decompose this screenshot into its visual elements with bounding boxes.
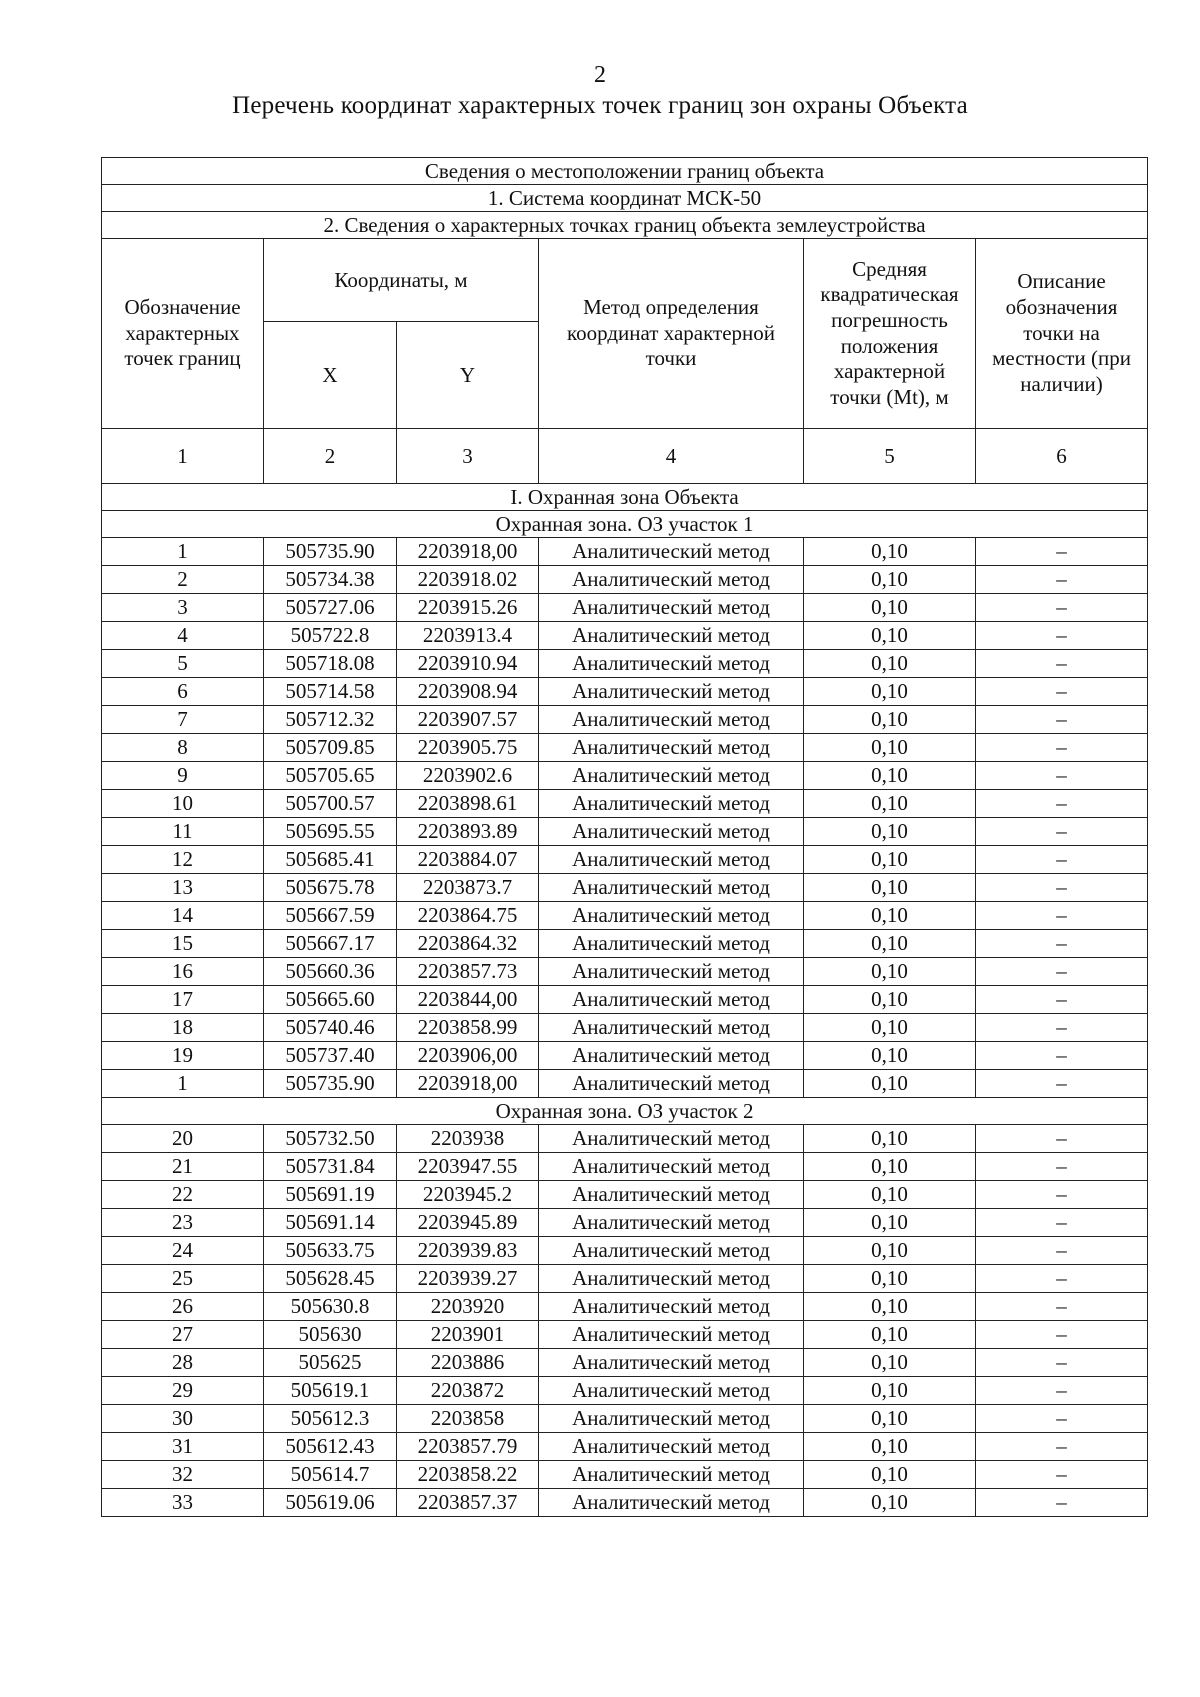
method-cell: Аналитический метод: [539, 706, 804, 734]
table-row: [102, 1265, 1148, 1293]
y-coordinate-cell: 2203908.94: [397, 678, 539, 706]
page-title: Перечень координат характерных точек границ зон охраны Объекта: [232, 92, 968, 119]
method-cell: Аналитический метод: [539, 678, 804, 706]
y-coordinate-cell: 2203910.94: [397, 650, 539, 678]
x-coordinate-cell: 505695.55: [264, 818, 397, 846]
column-number: 3: [397, 429, 539, 484]
coordinates-table: [101, 157, 1148, 1517]
point-id-cell: 29: [102, 1377, 264, 1405]
x-coordinate-cell: 505712.32: [264, 706, 397, 734]
method-cell: Аналитический метод: [539, 1349, 804, 1377]
y-coordinate-cell: 2203893.89: [397, 818, 539, 846]
point-id-cell: 28: [102, 1349, 264, 1377]
table-row: [102, 734, 1148, 762]
y-coordinate-cell: 2203884.07: [397, 846, 539, 874]
description-cell: –: [976, 1209, 1148, 1237]
method-cell: Аналитический метод: [539, 1042, 804, 1070]
x-coordinate-cell: 505735.90: [264, 1070, 397, 1098]
x-coordinate-cell: 505628.45: [264, 1265, 397, 1293]
table-row: [102, 1209, 1148, 1237]
y-coordinate-cell: 2203918.02: [397, 566, 539, 594]
y-coordinate-cell: 2203947.55: [397, 1153, 539, 1181]
table-row: [102, 874, 1148, 902]
description-cell: –: [976, 1293, 1148, 1321]
description-cell: –: [976, 1125, 1148, 1153]
description-cell: –: [976, 706, 1148, 734]
error-cell: 0,10: [804, 846, 976, 874]
point-id-cell: 32: [102, 1461, 264, 1489]
x-coordinate-cell: 505737.40: [264, 1042, 397, 1070]
y-coordinate-cell: 2203918,00: [397, 1070, 539, 1098]
point-id-cell: 2: [102, 566, 264, 594]
description-cell: –: [976, 1461, 1148, 1489]
x-coordinate-cell: 505614.7: [264, 1461, 397, 1489]
method-cell: Аналитический метод: [539, 650, 804, 678]
error-cell: 0,10: [804, 594, 976, 622]
method-cell: Аналитический метод: [539, 818, 804, 846]
description-cell: –: [976, 986, 1148, 1014]
table-row: [102, 1042, 1148, 1070]
point-id-cell: 20: [102, 1125, 264, 1153]
table-row: [102, 1489, 1148, 1517]
error-cell: 0,10: [804, 986, 976, 1014]
point-id-cell: 21: [102, 1153, 264, 1181]
page-number: 2: [594, 62, 606, 88]
method-cell: Аналитический метод: [539, 790, 804, 818]
method-cell: Аналитический метод: [539, 986, 804, 1014]
y-coordinate-cell: 2203857.37: [397, 1489, 539, 1517]
y-coordinate-cell: 2203858.22: [397, 1461, 539, 1489]
method-cell: Аналитический метод: [539, 538, 804, 566]
error-cell: 0,10: [804, 538, 976, 566]
zone-title: I. Охранная зона Объекта: [102, 484, 1148, 511]
x-coordinate-cell: 505612.3: [264, 1405, 397, 1433]
x-coordinate-cell: 505705.65: [264, 762, 397, 790]
method-cell: Аналитический метод: [539, 734, 804, 762]
x-coordinate-cell: 505691.14: [264, 1209, 397, 1237]
column-number: 6: [976, 429, 1148, 484]
description-cell: –: [976, 1405, 1148, 1433]
point-id-cell: 3: [102, 594, 264, 622]
error-column-header: Средняя квадратическая погрешность положения характерной точки (Mt), м: [804, 239, 976, 429]
point-id-cell: 7: [102, 706, 264, 734]
error-cell: 0,10: [804, 902, 976, 930]
error-cell: 0,10: [804, 1405, 976, 1433]
column-number: 5: [804, 429, 976, 484]
error-cell: 0,10: [804, 1349, 976, 1377]
description-cell: –: [976, 650, 1148, 678]
x-coordinate-cell: 505727.06: [264, 594, 397, 622]
x-coordinate-cell: 505625: [264, 1349, 397, 1377]
table-row: [102, 678, 1148, 706]
table-row: [102, 1181, 1148, 1209]
x-coordinate-cell: 505630.8: [264, 1293, 397, 1321]
error-cell: 0,10: [804, 874, 976, 902]
table-row: [102, 930, 1148, 958]
table-row: [102, 1014, 1148, 1042]
description-cell: –: [976, 1070, 1148, 1098]
table-row: [102, 1377, 1148, 1405]
x-coordinate-cell: 505722.8: [264, 622, 397, 650]
point-id-cell: 30: [102, 1405, 264, 1433]
y-column-header: Y: [397, 322, 539, 429]
error-cell: 0,10: [804, 566, 976, 594]
method-cell: Аналитический метод: [539, 1070, 804, 1098]
x-coordinate-cell: 505718.08: [264, 650, 397, 678]
error-cell: 0,10: [804, 1265, 976, 1293]
table-row: [102, 986, 1148, 1014]
description-cell: –: [976, 538, 1148, 566]
point-id-cell: 1: [102, 1070, 264, 1098]
description-cell: –: [976, 846, 1148, 874]
y-coordinate-cell: 2203864.32: [397, 930, 539, 958]
error-cell: 0,10: [804, 1042, 976, 1070]
section-title: Охранная зона. ОЗ участок 1: [102, 511, 1148, 538]
point-id-cell: 11: [102, 818, 264, 846]
y-coordinate-cell: 2203918,00: [397, 538, 539, 566]
x-coordinate-cell: 505732.50: [264, 1125, 397, 1153]
column-number: 1: [102, 429, 264, 484]
point-id-cell: 8: [102, 734, 264, 762]
table-row: [102, 1070, 1148, 1098]
x-coordinate-cell: 505691.19: [264, 1181, 397, 1209]
description-cell: –: [976, 874, 1148, 902]
y-coordinate-cell: 2203945.2: [397, 1181, 539, 1209]
error-cell: 0,10: [804, 958, 976, 986]
y-coordinate-cell: 2203907.57: [397, 706, 539, 734]
x-coordinate-cell: 505675.78: [264, 874, 397, 902]
error-cell: 0,10: [804, 1181, 976, 1209]
method-cell: Аналитический метод: [539, 1181, 804, 1209]
table-row: [102, 594, 1148, 622]
y-coordinate-cell: 2203938: [397, 1125, 539, 1153]
x-coordinate-cell: 505660.36: [264, 958, 397, 986]
error-cell: 0,10: [804, 1125, 976, 1153]
description-column-header: Описание обозначения точки на местности (при наличии): [976, 239, 1148, 429]
table-row: [102, 1153, 1148, 1181]
method-cell: Аналитический метод: [539, 1461, 804, 1489]
method-column-header: Метод определения координат характерной точки: [539, 239, 804, 429]
method-cell: Аналитический метод: [539, 1293, 804, 1321]
y-coordinate-cell: 2203873.7: [397, 874, 539, 902]
table-row: [102, 1321, 1148, 1349]
description-cell: –: [976, 1433, 1148, 1461]
method-cell: Аналитический метод: [539, 1433, 804, 1461]
x-coordinate-cell: 505740.46: [264, 1014, 397, 1042]
method-cell: Аналитический метод: [539, 1489, 804, 1517]
method-cell: Аналитический метод: [539, 1377, 804, 1405]
point-id-cell: 19: [102, 1042, 264, 1070]
x-column-header: X: [264, 322, 397, 429]
point-id-cell: 22: [102, 1181, 264, 1209]
table-row: [102, 566, 1148, 594]
error-cell: 0,10: [804, 1433, 976, 1461]
point-id-cell: 17: [102, 986, 264, 1014]
x-coordinate-cell: 505685.41: [264, 846, 397, 874]
x-coordinate-cell: 505667.59: [264, 902, 397, 930]
coordinates-column-header: Координаты, м: [264, 239, 539, 322]
table-row: [102, 1461, 1148, 1489]
y-coordinate-cell: 2203915.26: [397, 594, 539, 622]
method-cell: Аналитический метод: [539, 1153, 804, 1181]
y-coordinate-cell: 2203858: [397, 1405, 539, 1433]
point-id-cell: 13: [102, 874, 264, 902]
point-id-cell: 10: [102, 790, 264, 818]
y-coordinate-cell: 2203901: [397, 1321, 539, 1349]
point-id-cell: 18: [102, 1014, 264, 1042]
y-coordinate-cell: 2203886: [397, 1349, 539, 1377]
method-cell: Аналитический метод: [539, 1209, 804, 1237]
method-cell: Аналитический метод: [539, 958, 804, 986]
error-cell: 0,10: [804, 1153, 976, 1181]
y-coordinate-cell: 2203844,00: [397, 986, 539, 1014]
point-id-cell: 14: [102, 902, 264, 930]
description-cell: –: [976, 734, 1148, 762]
error-cell: 0,10: [804, 1461, 976, 1489]
description-cell: –: [976, 1181, 1148, 1209]
y-coordinate-cell: 2203913.4: [397, 622, 539, 650]
description-cell: –: [976, 930, 1148, 958]
point-id-cell: 4: [102, 622, 264, 650]
error-cell: 0,10: [804, 1070, 976, 1098]
error-cell: 0,10: [804, 1321, 976, 1349]
description-cell: –: [976, 790, 1148, 818]
table-row: [102, 1433, 1148, 1461]
designation-column-header: Обозначение характерных точек границ: [102, 239, 264, 429]
description-cell: –: [976, 594, 1148, 622]
point-id-cell: 31: [102, 1433, 264, 1461]
point-id-cell: 16: [102, 958, 264, 986]
method-cell: Аналитический метод: [539, 1265, 804, 1293]
description-cell: –: [976, 1265, 1148, 1293]
method-cell: Аналитический метод: [539, 874, 804, 902]
method-cell: Аналитический метод: [539, 1321, 804, 1349]
table-row: [102, 1125, 1148, 1153]
y-coordinate-cell: 2203898.61: [397, 790, 539, 818]
y-coordinate-cell: 2203872: [397, 1377, 539, 1405]
description-cell: –: [976, 1377, 1148, 1405]
x-coordinate-cell: 505633.75: [264, 1237, 397, 1265]
point-id-cell: 27: [102, 1321, 264, 1349]
y-coordinate-cell: 2203902.6: [397, 762, 539, 790]
section-title: Охранная зона. ОЗ участок 2: [102, 1098, 1148, 1125]
error-cell: 0,10: [804, 1489, 976, 1517]
description-cell: –: [976, 1153, 1148, 1181]
error-cell: 0,10: [804, 930, 976, 958]
x-coordinate-cell: 505612.43: [264, 1433, 397, 1461]
error-cell: 0,10: [804, 790, 976, 818]
table-row: [102, 790, 1148, 818]
point-id-cell: 24: [102, 1237, 264, 1265]
error-cell: 0,10: [804, 734, 976, 762]
point-id-cell: 15: [102, 930, 264, 958]
description-cell: –: [976, 1014, 1148, 1042]
x-coordinate-cell: 505619.1: [264, 1377, 397, 1405]
column-number: 2: [264, 429, 397, 484]
error-cell: 0,10: [804, 706, 976, 734]
method-cell: Аналитический метод: [539, 1405, 804, 1433]
method-cell: Аналитический метод: [539, 846, 804, 874]
method-cell: Аналитический метод: [539, 930, 804, 958]
method-cell: Аналитический метод: [539, 1237, 804, 1265]
point-id-cell: 25: [102, 1265, 264, 1293]
method-cell: Аналитический метод: [539, 1125, 804, 1153]
table-row: [102, 706, 1148, 734]
table-row: [102, 902, 1148, 930]
point-id-cell: 9: [102, 762, 264, 790]
y-coordinate-cell: 2203920: [397, 1293, 539, 1321]
table-row: [102, 650, 1148, 678]
table-row: [102, 1349, 1148, 1377]
x-coordinate-cell: 505734.38: [264, 566, 397, 594]
error-cell: 0,10: [804, 650, 976, 678]
error-cell: 0,10: [804, 818, 976, 846]
description-cell: –: [976, 1489, 1148, 1517]
error-cell: 0,10: [804, 1293, 976, 1321]
method-cell: Аналитический метод: [539, 762, 804, 790]
point-id-cell: 23: [102, 1209, 264, 1237]
point-id-cell: 6: [102, 678, 264, 706]
x-coordinate-cell: 505619.06: [264, 1489, 397, 1517]
y-coordinate-cell: 2203857.79: [397, 1433, 539, 1461]
y-coordinate-cell: 2203945.89: [397, 1209, 539, 1237]
description-cell: –: [976, 958, 1148, 986]
description-cell: –: [976, 762, 1148, 790]
method-cell: Аналитический метод: [539, 594, 804, 622]
table-row: [102, 538, 1148, 566]
error-cell: 0,10: [804, 1237, 976, 1265]
x-coordinate-cell: 505731.84: [264, 1153, 397, 1181]
y-coordinate-cell: 2203864.75: [397, 902, 539, 930]
description-cell: –: [976, 902, 1148, 930]
method-cell: Аналитический метод: [539, 902, 804, 930]
description-cell: –: [976, 818, 1148, 846]
point-id-cell: 26: [102, 1293, 264, 1321]
x-coordinate-cell: 505714.58: [264, 678, 397, 706]
description-cell: –: [976, 1321, 1148, 1349]
location-info-header: Сведения о местоположении границ объекта: [102, 158, 1148, 185]
point-id-cell: 1: [102, 538, 264, 566]
y-coordinate-cell: 2203858.99: [397, 1014, 539, 1042]
description-cell: –: [976, 622, 1148, 650]
x-coordinate-cell: 505709.85: [264, 734, 397, 762]
table-row: [102, 1237, 1148, 1265]
description-cell: –: [976, 1042, 1148, 1070]
error-cell: 0,10: [804, 762, 976, 790]
x-coordinate-cell: 505665.60: [264, 986, 397, 1014]
description-cell: –: [976, 1349, 1148, 1377]
characteristic-points-header: 2. Сведения о характерных точках границ объекта землеустройства: [102, 212, 1148, 239]
coordinate-system-header: 1. Система координат МСК-50: [102, 185, 1148, 212]
description-cell: –: [976, 1237, 1148, 1265]
y-coordinate-cell: 2203939.27: [397, 1265, 539, 1293]
x-coordinate-cell: 505700.57: [264, 790, 397, 818]
method-cell: Аналитический метод: [539, 1014, 804, 1042]
column-number: 4: [539, 429, 804, 484]
table-row: [102, 1293, 1148, 1321]
table-row: [102, 762, 1148, 790]
y-coordinate-cell: 2203939.83: [397, 1237, 539, 1265]
point-id-cell: 12: [102, 846, 264, 874]
method-cell: Аналитический метод: [539, 566, 804, 594]
table-row: [102, 846, 1148, 874]
table-row: [102, 1405, 1148, 1433]
error-cell: 0,10: [804, 678, 976, 706]
x-coordinate-cell: 505630: [264, 1321, 397, 1349]
error-cell: 0,10: [804, 1014, 976, 1042]
y-coordinate-cell: 2203857.73: [397, 958, 539, 986]
x-coordinate-cell: 505667.17: [264, 930, 397, 958]
table-row: [102, 622, 1148, 650]
error-cell: 0,10: [804, 622, 976, 650]
y-coordinate-cell: 2203906,00: [397, 1042, 539, 1070]
error-cell: 0,10: [804, 1209, 976, 1237]
x-coordinate-cell: 505735.90: [264, 538, 397, 566]
table-row: [102, 818, 1148, 846]
method-cell: Аналитический метод: [539, 622, 804, 650]
description-cell: –: [976, 566, 1148, 594]
table-row: [102, 958, 1148, 986]
point-id-cell: 5: [102, 650, 264, 678]
point-id-cell: 33: [102, 1489, 264, 1517]
error-cell: 0,10: [804, 1377, 976, 1405]
y-coordinate-cell: 2203905.75: [397, 734, 539, 762]
description-cell: –: [976, 678, 1148, 706]
